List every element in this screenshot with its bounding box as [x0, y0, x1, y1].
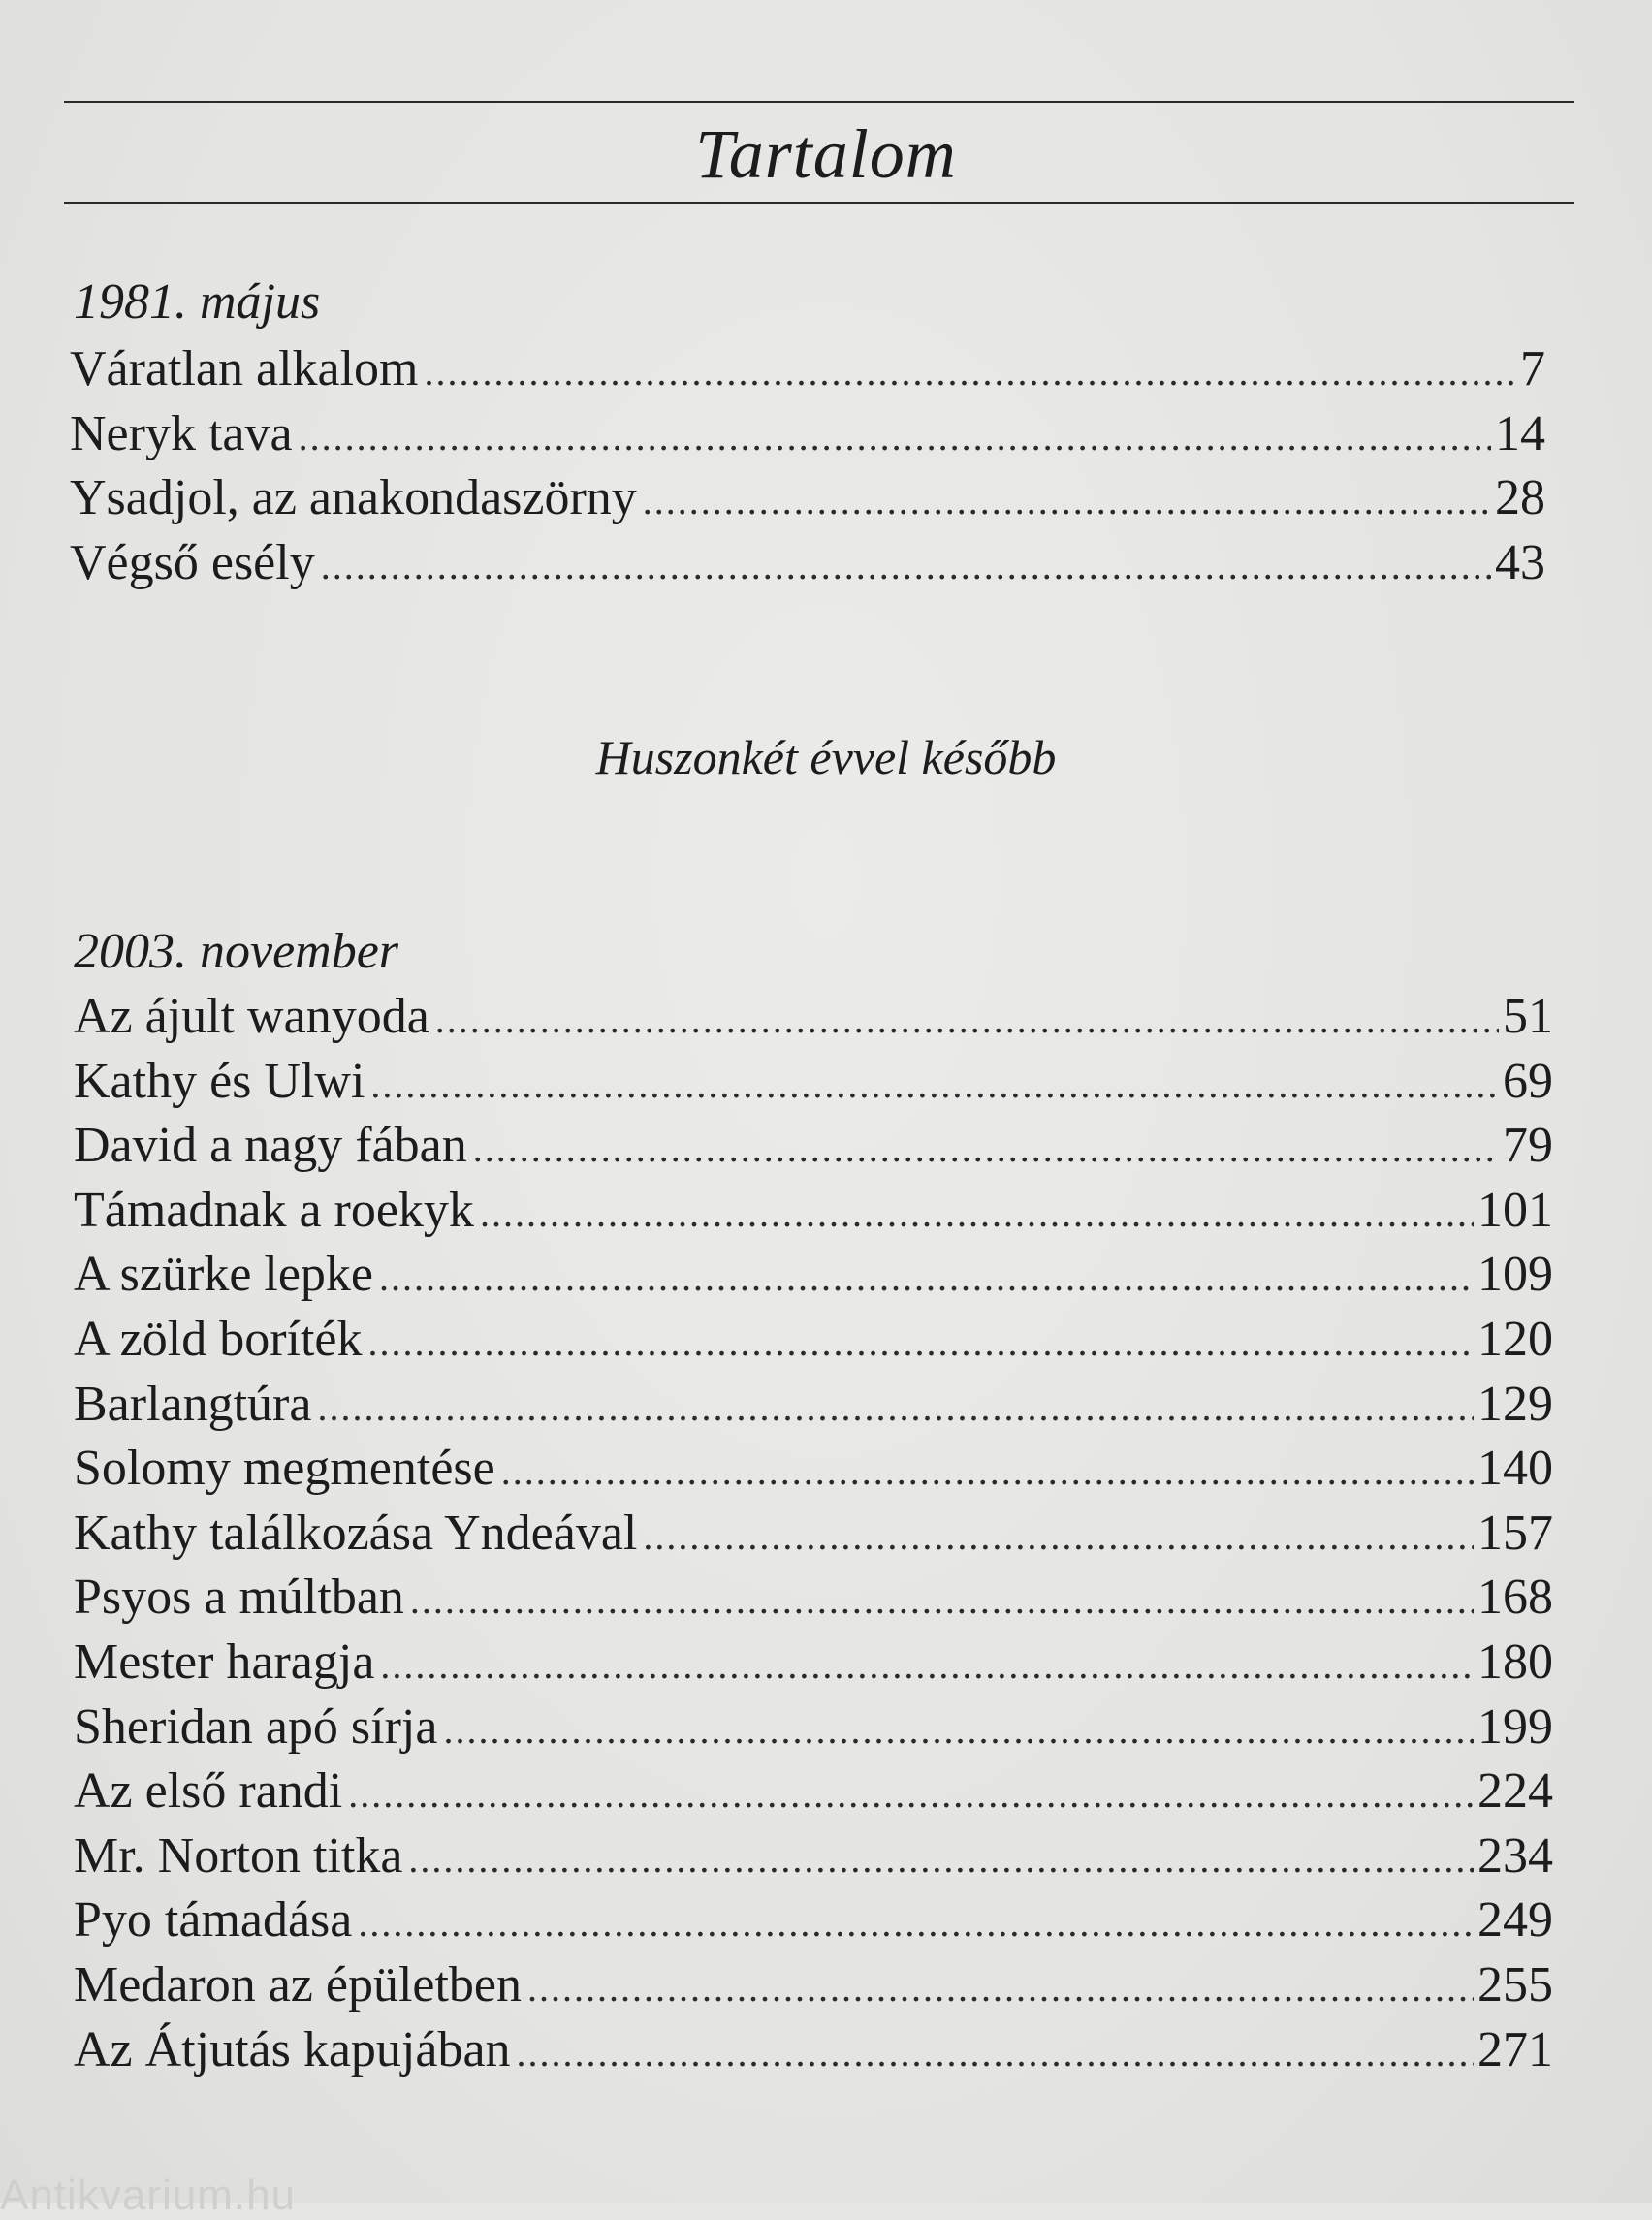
toc-entry-page: 120 — [1477, 1311, 1553, 1367]
toc-entry-page: 129 — [1477, 1376, 1553, 1432]
dot-leader — [473, 1117, 1499, 1179]
dot-leader — [380, 1633, 1474, 1696]
toc-entry — [74, 1566, 1553, 1631]
toc-entry — [74, 1308, 1553, 1373]
toc-entry-title: Solomy megmentése — [74, 1441, 495, 1497]
page-title: Tartalom — [695, 115, 957, 193]
toc-entry-page: 109 — [1477, 1247, 1553, 1303]
toc-entry-title: Pyo támadása — [74, 1892, 353, 1949]
toc-entry — [74, 1502, 1553, 1567]
toc-entry-page: 168 — [1477, 1570, 1553, 1626]
dot-leader — [527, 1956, 1474, 2018]
toc-entry-title: Mester haragja — [74, 1633, 375, 1690]
dot-leader — [348, 1762, 1474, 1824]
toc-entry-page: 180 — [1477, 1633, 1553, 1690]
toc-entry-title: Mr. Norton titka — [74, 1827, 403, 1884]
dot-leader — [643, 469, 1491, 531]
toc-entry-title: Kathy és Ulwi — [74, 1053, 365, 1109]
dot-leader — [379, 1246, 1474, 1308]
toc-entry-title: Neryk tava — [70, 405, 293, 461]
toc-entry-page: 249 — [1477, 1892, 1553, 1949]
dot-leader — [435, 988, 1499, 1050]
toc-list-part2 — [74, 985, 1553, 2082]
toc-entry — [74, 1696, 1553, 1760]
section-heading-2003: 2003. november — [74, 924, 399, 979]
toc-entry — [74, 985, 1553, 1050]
toc-entry — [70, 402, 1545, 467]
section-heading-1981: 1981. május — [74, 274, 321, 330]
dot-leader — [410, 1569, 1474, 1631]
toc-list-part1 — [70, 337, 1545, 595]
toc-entry-page: 157 — [1477, 1505, 1553, 1561]
toc-entry-title: Sheridan apó sírja — [74, 1698, 438, 1755]
toc-entry-page: 199 — [1477, 1698, 1553, 1755]
dot-leader — [299, 405, 1491, 467]
dot-leader — [501, 1440, 1474, 1502]
toc-entry-title: Váratlan alkalom — [70, 341, 419, 396]
dot-leader — [643, 1505, 1474, 1567]
toc-entry — [74, 1050, 1553, 1115]
toc-entry — [74, 1373, 1553, 1438]
toc-entry-page: 43 — [1495, 534, 1545, 590]
dot-leader — [370, 1053, 1499, 1115]
dot-leader — [321, 534, 1491, 596]
toc-entry-page: 79 — [1503, 1118, 1553, 1174]
toc-entry — [74, 2018, 1553, 2083]
toc-entry-page: 234 — [1477, 1827, 1553, 1884]
toc-entry — [74, 1179, 1553, 1244]
toc-entry-page: 271 — [1477, 2021, 1553, 2077]
title-rule-top — [64, 101, 1574, 103]
toc-entry — [74, 1243, 1553, 1308]
toc-entry — [74, 1953, 1553, 2018]
toc-entry — [74, 1888, 1553, 1953]
toc-entry — [74, 1824, 1553, 1889]
dot-leader — [317, 1376, 1474, 1438]
toc-entry-page: 7 — [1520, 341, 1545, 396]
dot-leader — [358, 1891, 1474, 1953]
dot-leader — [408, 1827, 1474, 1889]
toc-entry-page: 51 — [1503, 989, 1553, 1044]
toc-entry — [74, 1114, 1553, 1179]
toc-entry-page: 224 — [1477, 1763, 1553, 1820]
toc-entry-title: Ysadjol, az anakondaszörny — [70, 470, 637, 526]
toc-entry — [74, 1760, 1553, 1824]
title-rule-bottom — [64, 202, 1574, 204]
toc-entry — [74, 1631, 1553, 1696]
toc-entry-title: Barlangtúra — [74, 1376, 312, 1432]
toc-entry-title: Kathy találkozása Yndeával — [74, 1505, 638, 1561]
toc-entry-page: 255 — [1477, 1956, 1553, 2013]
toc-entry-title: David a nagy fában — [74, 1118, 467, 1174]
interlude-heading: Huszonkét évvel később — [595, 730, 1057, 784]
toc-entry-title: Psyos a múltban — [74, 1570, 404, 1626]
dot-leader — [480, 1182, 1474, 1244]
toc-entry-page: 28 — [1495, 470, 1545, 526]
toc-entry-title: Végső esély — [70, 534, 315, 590]
toc-entry — [70, 466, 1545, 531]
toc-entry-title: Az Átjutás kapujában — [74, 2021, 511, 2077]
dot-leader — [517, 2021, 1474, 2083]
watermark: Antikvarium.hu — [0, 2172, 297, 2219]
dot-leader — [368, 1311, 1474, 1373]
dot-leader — [443, 1698, 1474, 1760]
toc-entry — [74, 1437, 1553, 1502]
toc-entry — [70, 531, 1545, 596]
toc-entry — [70, 337, 1545, 402]
toc-entry-page: 69 — [1503, 1053, 1553, 1109]
toc-entry-title: Támadnak a roekyk — [74, 1182, 474, 1238]
toc-entry-title: Medaron az épületben — [74, 1956, 523, 2013]
toc-entry-title: Az ájult wanyoda — [74, 989, 429, 1044]
dot-leader — [425, 340, 1516, 402]
toc-entry-title: A zöld boríték — [74, 1311, 363, 1367]
toc-entry-title: Az első randi — [74, 1763, 343, 1820]
toc-entry-page: 101 — [1477, 1182, 1553, 1238]
toc-entry-page: 140 — [1477, 1441, 1553, 1497]
toc-entry-title: A szürke lepke — [74, 1247, 374, 1303]
toc-entry-page: 14 — [1495, 405, 1545, 461]
